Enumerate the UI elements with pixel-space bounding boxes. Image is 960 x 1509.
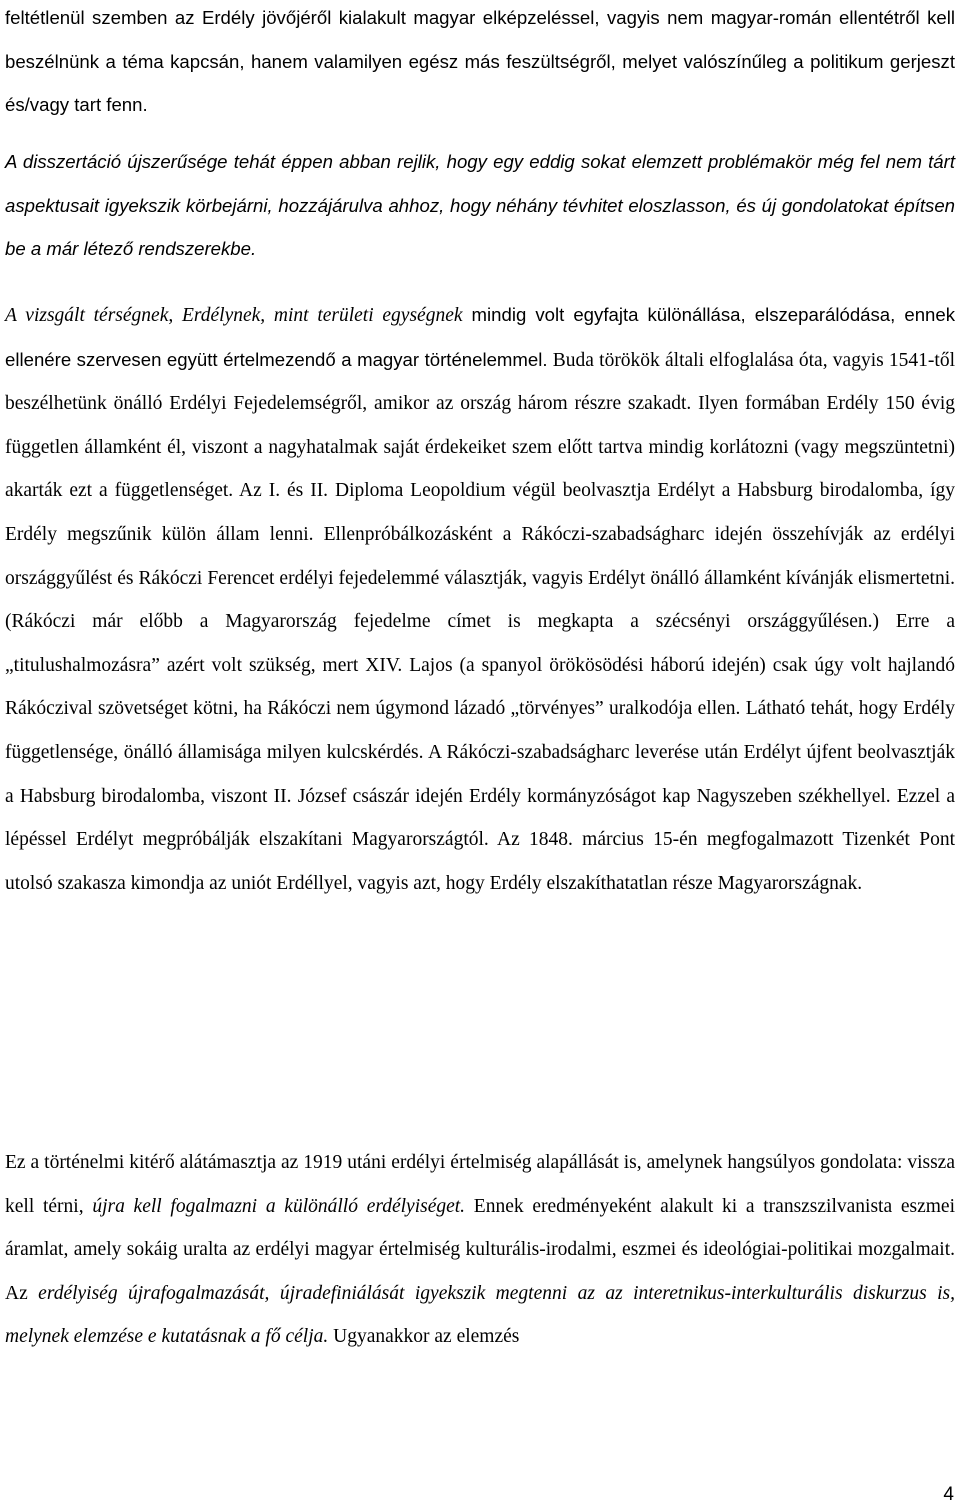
page-number: 4 bbox=[943, 1484, 954, 1505]
paragraph-4-italic-a: újra kell fogalmazni a különálló erdélyiséget. bbox=[92, 1195, 466, 1217]
paragraph-3-serif-text: Buda törökök általi elfoglalása óta, vagyis 1541-től beszélhetünk önálló Erdélyi Fejedelemségről, amikor az ország három részre szakadt. Ilyen formában Erdély 150 évig független államként él, viszont a nagyhatalmak saját érdekeiket szem előtt tartva mindig korlátozni (vagy megszüntetni) akarták ezt a függetlenséget. Az I. és II. Diploma Leopoldium végül beolvasztja Erdélyt a Habsburg birodalomba, így Erdély megszűnik külön állam lenni. Ellenpróbálkozásként a Rákóczi-szabadságharc idején összehívják az erdélyi országgyűlést és Rákóczi Ferencet erdélyi fejedelemmé választják, vagyis Erdélyt önálló államként kívánják elismertetni. (Rákóczi már előbb a Magyarország fejedelme címet is megkapta a szécsényi országgyűlésen.) Erre a „titulushalmozásra” azért volt szükség, mert XIV. Lajos (a spanyol örökösödési háború idején) csak úgy volt hajlandó Rákóczival szövetséget kötni, ha Rákóczi nem úgymond lázadó „törvényes” uralkodója ellen. Látható tehát, hogy Erdély függetlensége, önálló államisága milyen kulcskérdés. A Rákóczi-szabadságharc leverése után Erdélyt újfent beolvasztják a Habsburg birodalomba, viszont II. József császár idején Erdély kormányzóságot kap Nagyszeben székhellyel. Ezzel a lépéssel Erdélyt megpróbálják elszakítani Magyarországtól. Az 1848. március 15-én megfogalmazott Tizenkét Pont utolsó szakasza kimondja az uniót Erdéllyel, vagyis azt, hogy Erdély elszakíthatatlan része Magyarországnak. bbox=[5, 349, 955, 894]
paragraph-4-text-b: Ennek eredményeként alakult ki a transzszilvanista eszmei áramlat, amely sokáig uralta az erdélyi magyar értelmiség kulturális-irodalmi, eszmei és ideológiai-politikai mozgalmait. Az bbox=[5, 1195, 955, 1304]
paragraph-4-text-c: Ugyanakkor az elemzés bbox=[328, 1326, 520, 1348]
paragraph-3-italic-lead: A vizsgált térségnek, Erdélynek, mint területi egységnek bbox=[5, 305, 463, 326]
paragraph-1 bbox=[5, 0, 955, 127]
paragraph-4 bbox=[5, 1141, 955, 1359]
paragraph-1-text: feltétlenül szemben az Erdély jövőjéről kialakult magyar elképzeléssel, vagyis nem magyar-román ellentétről kell beszélnünk a téma kapcsán, hanem valamilyen egész más feszültségről, melyet valószínűleg a politikum gerjeszt és/vagy tart fenn. bbox=[5, 7, 955, 116]
paragraph-3 bbox=[5, 293, 955, 905]
paragraph-4-italic-b: erdélyiség újrafogalmazását, újradefiniálását igyekszik megtenni az az interetnikus-interkulturális diskurzus is, melynek elemzése e kutatásnak a fő célja. bbox=[5, 1282, 955, 1348]
paragraph-3-sans-text: mindig volt egyfajta különállása, elszeparálódása, ennek ellenére szervesen együtt értelmezendő a magyar történelemmel. bbox=[5, 304, 956, 370]
paragraph-2 bbox=[5, 140, 955, 271]
paragraph-4-text-a: Ez a történelmi kitérő alátámasztja az 1919 utáni erdélyi értelmiség alapállását is, amelynek hangsúlyos gondolata: vissza kell térni, bbox=[5, 1152, 955, 1217]
paragraph-2-text: A disszertáció újszerűsége tehát éppen abban rejlik, hogy egy eddig sokat elemzett problémakör még fel nem tárt aspektusait igyekszik körbejárni, hozzájárulva ahhoz, hogy néhány tévhitet eloszlasson, és új gondolatokat építsen be a már létező rendszerekbe. bbox=[5, 151, 955, 260]
